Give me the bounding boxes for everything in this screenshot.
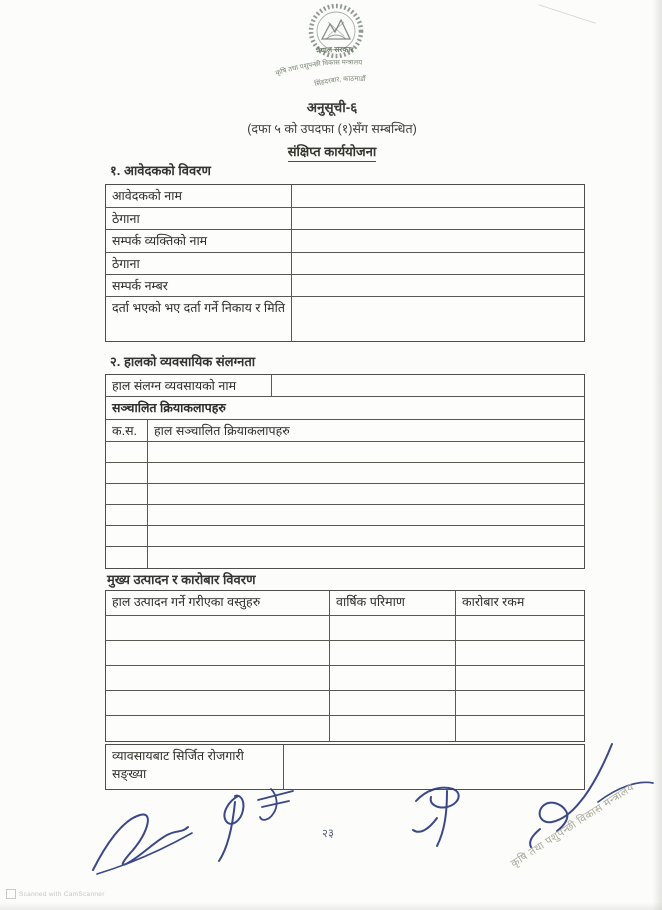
table-row <box>106 745 584 789</box>
column-header-sn: क.स. <box>106 420 148 441</box>
table-header-row <box>106 591 584 616</box>
government-seal-icon <box>258 2 418 102</box>
empty-table-row <box>106 716 584 741</box>
seal-line2: कृषि तथा पशुपन्छी विकास मन्त्रालय <box>274 59 363 78</box>
row-label: सम्पर्क व्यक्तिको नाम <box>106 230 292 252</box>
empty-table-row <box>106 442 584 463</box>
table-row <box>106 230 584 253</box>
row-value-empty <box>292 253 584 274</box>
empty-cell <box>330 616 456 640</box>
empty-cell <box>148 526 584 546</box>
section1-heading: १. आवेदकको विवरण <box>110 163 211 178</box>
empty-table-row <box>106 666 584 691</box>
table-row <box>106 185 584 208</box>
form-header <box>132 98 532 162</box>
seal-line1: नेपाल सरकार <box>315 44 354 56</box>
row-value-empty <box>292 275 584 296</box>
signature-3b <box>260 789 277 820</box>
empty-cell <box>330 641 456 665</box>
table-row <box>106 375 584 397</box>
scanner-watermark-text: Scanned with CamScanner <box>19 890 105 898</box>
empty-table-row <box>106 616 584 641</box>
empty-cell <box>148 442 584 462</box>
table-header-row <box>106 420 584 442</box>
empty-cell <box>456 666 584 690</box>
empty-cell <box>106 641 330 665</box>
seal-line3: सिंहदरबार, काठमाडौं <box>313 75 366 89</box>
row-value-empty <box>292 185 584 207</box>
empty-cell <box>148 484 584 504</box>
row-label: हाल संलग्न व्यवसायको नाम <box>106 375 272 396</box>
column-header-activities: हाल सञ्चालित क्रियाकलापहरु <box>154 424 290 438</box>
page-number: २३ <box>321 827 335 841</box>
row-value-empty <box>292 230 584 252</box>
empty-cell <box>106 547 148 568</box>
form-title: संक्षिप्त कार्ययोजना <box>288 142 377 162</box>
signature-2 <box>219 796 243 861</box>
schedule-number: अनुसूची-६ <box>306 100 358 115</box>
activities-subheader: सञ्चालित क्रियाकलापहरु <box>112 401 226 415</box>
empty-table-row <box>106 526 584 547</box>
signature-1-underline <box>97 833 192 874</box>
empty-cell <box>148 547 584 568</box>
section3-heading: मुख्य उत्पादन र कारोबार विवरण <box>107 572 256 587</box>
empty-cell <box>106 716 330 741</box>
signature-3 <box>258 791 293 807</box>
row-value-empty <box>292 208 584 229</box>
scan-scratch-mark <box>539 0 602 24</box>
business-involvement-table <box>105 374 585 569</box>
table-row <box>106 208 584 230</box>
empty-cell <box>106 616 330 640</box>
employment-label: व्यावसायबाट सिर्जित रोजगारी सङ्ख्या <box>106 745 284 789</box>
row-label: सम्पर्क नम्बर <box>106 275 292 296</box>
empty-cell <box>106 666 330 690</box>
empty-cell <box>106 484 148 504</box>
empty-cell <box>106 526 148 546</box>
column-header-transaction-amount: कारोबार रकम <box>462 595 525 609</box>
empty-cell <box>330 716 456 741</box>
svg-text:कृषि तथा पशुपन्छी विकास मन्त्र <box>275 58 363 77</box>
employment-count-table <box>105 744 585 790</box>
production-transaction-table <box>105 590 585 742</box>
empty-table-row <box>106 641 584 666</box>
row-label: दर्ता भएको भए दर्ता गर्ने निकाय र मिति <box>106 297 292 341</box>
empty-cell <box>106 442 148 462</box>
table-row <box>106 297 584 341</box>
empty-table-row <box>106 547 584 568</box>
signature-4 <box>413 788 459 846</box>
table-row <box>106 253 584 275</box>
empty-cell <box>106 691 330 715</box>
row-value-empty <box>284 745 584 789</box>
row-label: ठेगाना <box>106 253 292 274</box>
empty-cell <box>456 641 584 665</box>
empty-cell <box>106 505 148 525</box>
empty-table-row <box>106 691 584 716</box>
row-label: आवेदकको नाम <box>106 185 292 207</box>
table-row <box>106 275 584 297</box>
empty-cell <box>330 691 456 715</box>
row-value-empty <box>292 297 584 341</box>
related-clause: (दफा ५ को उपदफा (१)सँग सम्बन्धित) <box>247 122 417 136</box>
signature-1 <box>93 815 188 870</box>
applicant-details-table <box>105 184 585 342</box>
section2-heading: २. हालको व्यवसायिक संलग्नता <box>110 354 256 369</box>
scanner-watermark-icon <box>6 889 16 899</box>
scanner-watermark <box>6 889 105 899</box>
empty-cell <box>148 505 584 525</box>
row-label: ठेगाना <box>106 208 292 229</box>
empty-cell <box>106 463 148 483</box>
corner-office-stamp: कृषि तथा पशुपन्छी विकास मन्त्रालय <box>508 781 637 871</box>
empty-cell <box>456 616 584 640</box>
empty-cell <box>456 716 584 741</box>
row-value-empty <box>272 375 584 396</box>
scan-edge-shadow-bottom <box>0 902 662 910</box>
empty-cell <box>148 463 584 483</box>
empty-cell <box>330 666 456 690</box>
empty-cell <box>456 691 584 715</box>
empty-table-row <box>106 463 584 484</box>
empty-table-row <box>106 505 584 526</box>
svg-text:सिंहदरबार, काठमाडौं <box>313 74 366 88</box>
column-header-products: हाल उत्पादन गर्ने गरीएका वस्तुहरु <box>106 591 330 615</box>
empty-table-row <box>106 484 584 505</box>
table-subheader-row <box>106 397 584 420</box>
column-header-annual-quantity: वार्षिक परिमाण <box>330 591 456 615</box>
